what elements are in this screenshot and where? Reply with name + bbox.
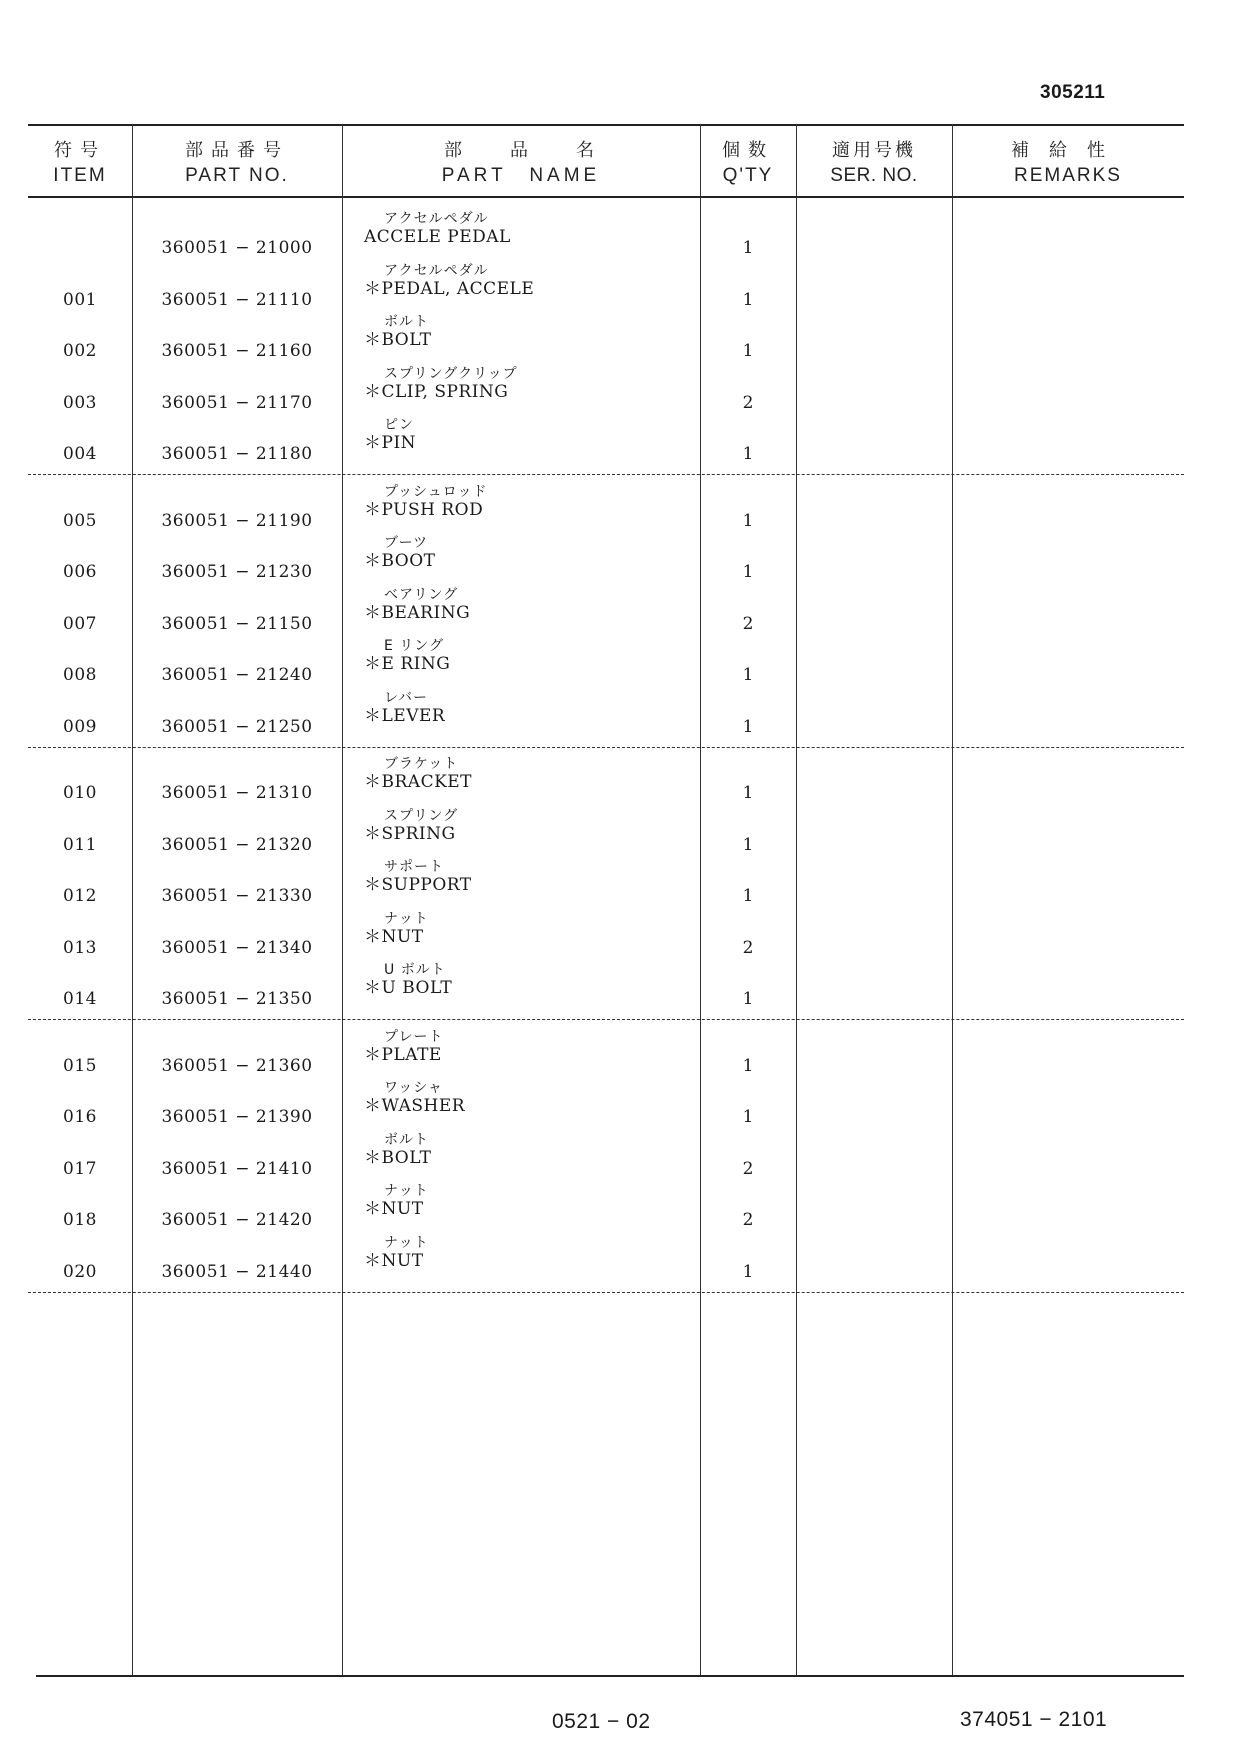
qty: 1 — [742, 665, 754, 685]
item-no: 001 — [63, 289, 97, 310]
part-no: 360051 − 21170 — [161, 392, 313, 413]
part-no: 360051 − 21350 — [161, 989, 313, 1009]
part-name — [364, 637, 704, 673]
part-name-en: ＊BOLT — [364, 1147, 432, 1168]
part-name-kana: ブラケット — [384, 756, 459, 772]
part-name-en: ＊SPRING — [364, 823, 456, 844]
part-name-en: ＊BEARING — [364, 602, 471, 623]
item-no: 014 — [63, 989, 97, 1009]
part-no: 360051 − 21180 — [161, 444, 313, 464]
part-name — [364, 262, 704, 298]
part-name-kana: アクセルペダル — [384, 262, 489, 279]
part-name-en: ＊PLATE — [364, 1044, 442, 1065]
group-divider — [28, 1019, 1184, 1020]
qty: 2 — [742, 613, 754, 634]
part-name — [364, 1234, 704, 1270]
header-ser-no: 適用号機 SER. NO. — [830, 140, 918, 186]
table-row — [28, 689, 1184, 741]
part-name-kana: ボルト — [384, 1131, 429, 1148]
part-name-kana: スプリング — [384, 807, 459, 824]
header-part-no: 部品番号 PART NO. — [185, 140, 289, 186]
qty: 1 — [742, 444, 754, 464]
qty: 2 — [742, 392, 754, 413]
part-name-en: ＊U BOLT — [364, 978, 453, 998]
part-name — [364, 483, 704, 519]
qty: 2 — [742, 937, 754, 958]
part-name — [364, 1131, 704, 1167]
table-row — [28, 755, 1184, 807]
page-code: 305211 — [1040, 82, 1106, 103]
item-no: 003 — [63, 392, 97, 413]
table-row — [28, 858, 1184, 910]
part-name — [364, 365, 704, 401]
part-no: 360051 − 21320 — [161, 834, 313, 855]
part-name-kana: ボルト — [384, 314, 429, 330]
part-no: 360051 − 21000 — [161, 238, 313, 258]
part-name-en: ＊E RING — [364, 654, 451, 674]
qty: 2 — [742, 1210, 754, 1230]
part-name-en: ＊LEVER — [364, 705, 446, 726]
part-no: 360051 − 21110 — [161, 289, 313, 310]
part-no: 360051 − 21340 — [161, 937, 313, 958]
item-no: 011 — [63, 834, 97, 855]
part-name-kana: ナット — [384, 910, 429, 927]
item-no: 018 — [63, 1210, 97, 1230]
part-name — [364, 910, 704, 946]
qty: 1 — [742, 834, 754, 855]
qty: 1 — [742, 289, 754, 310]
item-no: 010 — [63, 783, 97, 803]
item-no: 008 — [63, 665, 97, 685]
part-no: 360051 − 21190 — [161, 510, 313, 531]
part-name — [364, 689, 704, 725]
header-part-name: 部 品 名 PART NAME — [441, 140, 601, 186]
group-divider — [28, 474, 1184, 475]
part-name — [364, 1079, 704, 1115]
part-no: 360051 − 21440 — [161, 1261, 313, 1282]
header-item: 符号 ITEM — [53, 140, 107, 186]
qty: 2 — [742, 1158, 754, 1179]
table-row — [28, 637, 1184, 689]
qty: 1 — [742, 886, 754, 906]
qty: 1 — [742, 1055, 754, 1076]
part-name-kana: サポート — [384, 859, 444, 875]
part-name-kana: U ボルト — [384, 962, 446, 978]
qty: 1 — [742, 510, 754, 531]
part-name-kana: ナット — [384, 1234, 429, 1251]
part-no: 360051 − 21360 — [161, 1055, 313, 1076]
part-no: 360051 − 21250 — [161, 716, 313, 737]
parts-table — [28, 124, 1184, 1675]
table-row — [28, 416, 1184, 468]
part-no: 360051 − 21240 — [161, 665, 313, 685]
part-no: 360051 − 21230 — [161, 562, 313, 582]
table-row — [28, 1234, 1184, 1286]
part-name-en: ACCELE PEDAL — [364, 227, 511, 247]
part-no: 360051 − 21150 — [161, 613, 313, 634]
part-name-kana: レバー — [384, 689, 429, 706]
part-name-en: ＊BOOT — [364, 551, 436, 571]
header-qty: 個数 Q'TY — [722, 140, 774, 186]
part-name — [364, 1182, 704, 1218]
footer-doc-no: 0521 − 02 — [552, 1710, 651, 1733]
part-name-en: ＊BOLT — [364, 330, 432, 350]
part-name-en: ＊SUPPORT — [364, 875, 472, 895]
part-name — [364, 586, 704, 622]
part-name-kana: ナット — [384, 1183, 429, 1199]
part-name-en: ＊NUT — [364, 1199, 424, 1219]
part-name-kana: スプリングクリップ — [384, 365, 518, 382]
table-row — [28, 313, 1184, 365]
item-no: 005 — [63, 510, 97, 531]
part-name-kana: アクセルペダル — [384, 211, 489, 227]
item-no: 012 — [63, 886, 97, 906]
part-name — [364, 416, 704, 452]
item-no: 009 — [63, 716, 97, 737]
part-name — [364, 1028, 704, 1064]
table-row — [28, 534, 1184, 586]
part-name-kana: ピン — [384, 417, 414, 433]
header-bottom-rule — [28, 196, 1184, 198]
qty: 1 — [742, 989, 754, 1009]
part-name — [364, 210, 704, 246]
part-name-en: ＊PEDAL, ACCELE — [364, 278, 535, 299]
part-name — [364, 755, 704, 791]
item-no: 004 — [63, 444, 97, 464]
table-row — [28, 1028, 1184, 1080]
table-row — [28, 1182, 1184, 1234]
part-no: 360051 − 21410 — [161, 1158, 313, 1179]
part-name-en: ＊BRACKET — [364, 772, 473, 792]
table-row — [28, 1131, 1184, 1183]
part-name-en: ＊PUSH ROD — [364, 499, 484, 520]
part-name — [364, 858, 704, 894]
qty: 1 — [742, 716, 754, 737]
item-no: 015 — [63, 1055, 97, 1076]
part-no: 360051 − 21420 — [161, 1210, 313, 1230]
table-row — [28, 483, 1184, 535]
table-row — [28, 262, 1184, 314]
item-no: 017 — [63, 1158, 97, 1179]
part-name-en: ＊CLIP, SPRING — [364, 381, 509, 402]
part-name — [364, 961, 704, 997]
item-no: 016 — [63, 1107, 97, 1127]
part-name-kana: プレート — [384, 1028, 444, 1045]
part-name-kana: ワッシャ — [384, 1080, 444, 1096]
item-no: 006 — [63, 562, 97, 582]
group-divider — [28, 1292, 1184, 1293]
part-name — [364, 534, 704, 570]
part-name-kana: ブーツ — [384, 535, 429, 551]
part-no: 360051 − 21160 — [161, 341, 313, 361]
item-no: 002 — [63, 341, 97, 361]
table-top-rule — [28, 124, 1184, 126]
table-bottom-rule — [36, 1675, 1184, 1677]
part-name-kana: E リング — [384, 638, 445, 654]
part-name-en: ＊PIN — [364, 433, 417, 453]
part-name-en: ＊NUT — [364, 1250, 424, 1271]
part-name-kana: ベアリング — [384, 586, 459, 603]
part-name — [364, 313, 704, 349]
table-row — [28, 210, 1184, 262]
table-row — [28, 961, 1184, 1013]
qty: 1 — [742, 1261, 754, 1282]
footer-model-no: 374051 − 2101 — [960, 1708, 1108, 1731]
qty: 1 — [742, 341, 754, 361]
part-name-en: ＊WASHER — [364, 1096, 466, 1116]
group-divider — [28, 747, 1184, 748]
part-no: 360051 − 21310 — [161, 783, 313, 803]
part-no: 360051 − 21330 — [161, 886, 313, 906]
item-no: 020 — [63, 1261, 97, 1282]
header-remarks: 補給性 REMARKS — [1011, 140, 1125, 186]
qty: 1 — [742, 783, 754, 803]
table-row — [28, 807, 1184, 859]
qty: 1 — [742, 238, 754, 258]
table-row — [28, 586, 1184, 638]
table-row — [28, 910, 1184, 962]
part-name-en: ＊NUT — [364, 926, 424, 947]
table-row — [28, 1079, 1184, 1131]
qty: 1 — [742, 562, 754, 582]
part-name — [364, 807, 704, 843]
part-no: 360051 − 21390 — [161, 1107, 313, 1127]
qty: 1 — [742, 1107, 754, 1127]
table-row — [28, 365, 1184, 417]
item-no: 007 — [63, 613, 97, 634]
item-no: 013 — [63, 937, 97, 958]
part-name-kana: プッシュロッド — [384, 483, 488, 500]
